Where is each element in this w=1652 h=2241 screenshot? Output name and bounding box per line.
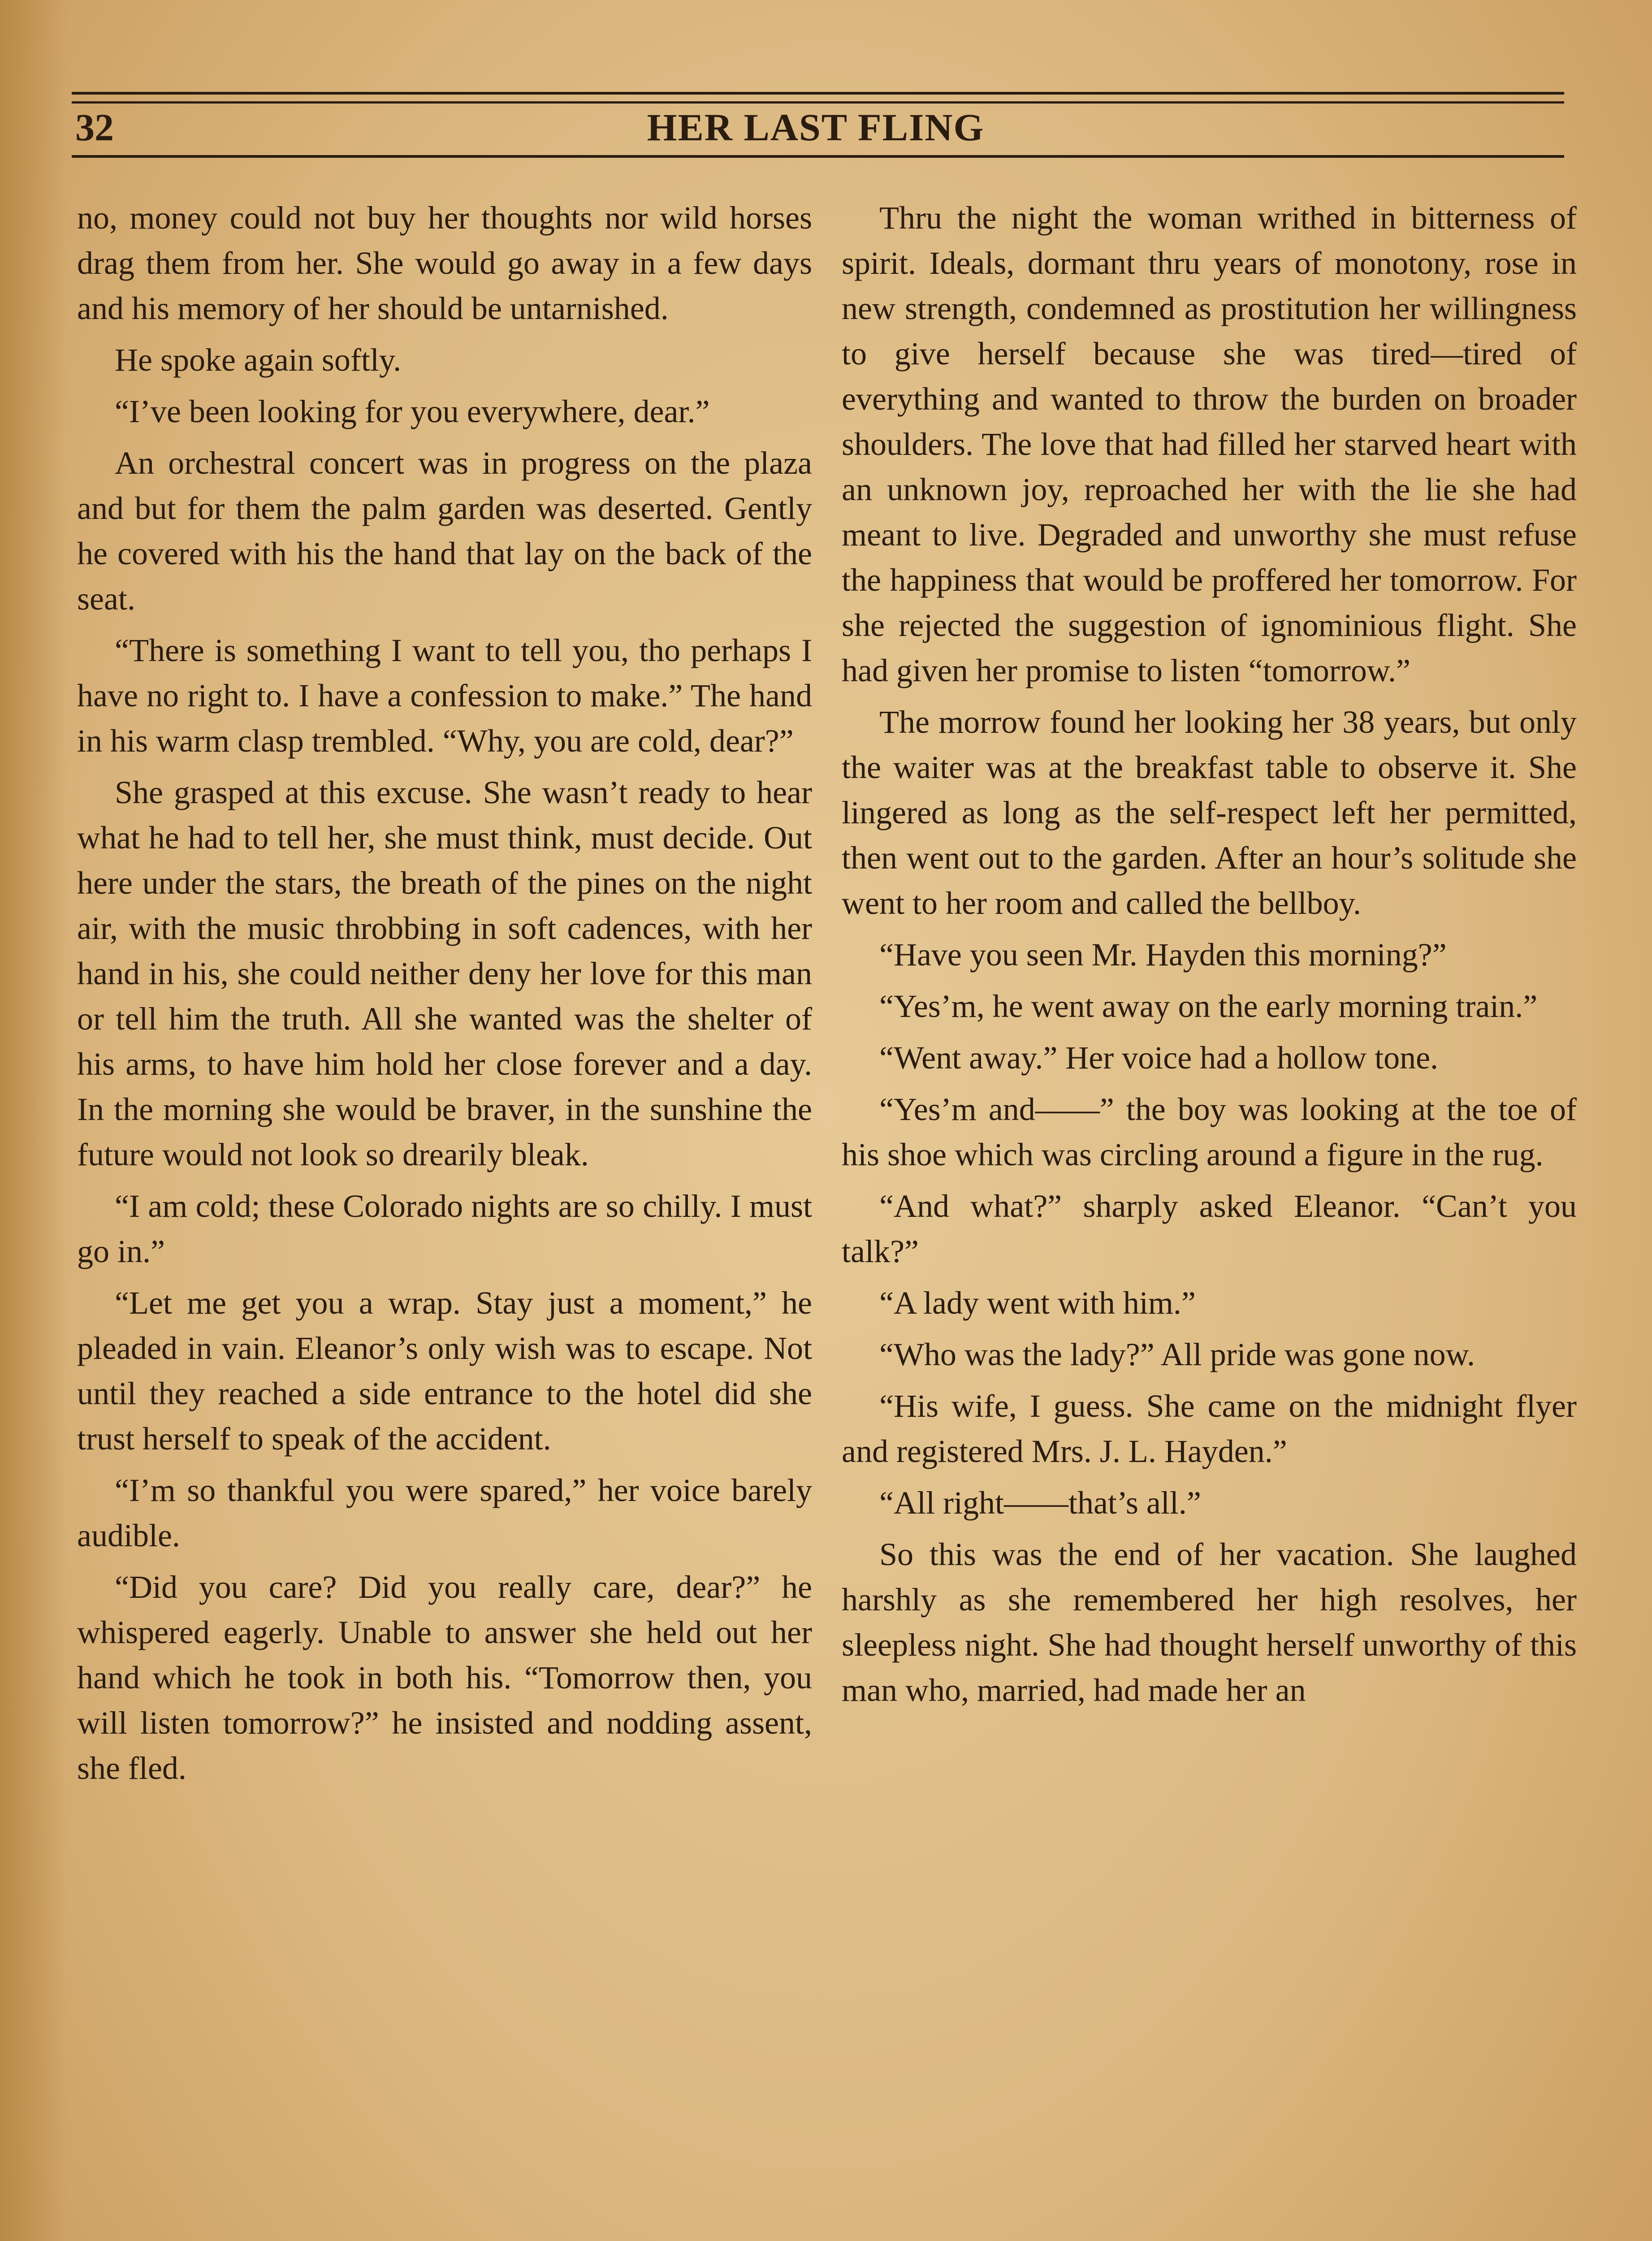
paragraph: An orchestral concert was in progress on the plaza and but for them the palm garden was deserted. Gently he covered with his the hand that lay on the back of the seat.	[77, 445, 812, 617]
text-column-right	[842, 195, 1577, 2241]
page-number: 32	[75, 106, 114, 149]
paragraph: “I am cold; these Colorado nights are so chilly. I must go in.”	[77, 1188, 812, 1269]
header-top-rule	[72, 92, 1564, 95]
paragraph: “Did you care? Did you really care, dear?” he whispered eagerly. Unable to answer she held out her hand which he took in both his. “Tomorrow then, you will listen tomorrow?” he insisted and nodding assent, she fled.	[77, 1569, 812, 1786]
paragraph: “A lady went with him.”	[879, 1285, 1196, 1321]
paragraph: He spoke again softly.	[115, 342, 402, 378]
page-edge-shade	[0, 0, 67, 2241]
header-bottom-rule	[72, 155, 1564, 158]
paragraph: “I’m so thankful you were spared,” her voice barely audible.	[77, 1472, 812, 1553]
paragraph: “I’ve been looking for you everywhere, dear.”	[115, 394, 710, 429]
paragraph: “And what?” sharply asked Eleanor. “Can’t you talk?”	[842, 1188, 1577, 1269]
paragraph: “Yes’m, he went away on the early morning train.”	[879, 988, 1538, 1024]
paragraph: “Let me get you a wrap. Stay just a moment,” he pleaded in vain. Eleanor’s only wish was to escape. Not until they reached a side entrance to the hotel did she trust herself to speak of the accident.	[77, 1285, 812, 1457]
paragraph: “Have you seen Mr. Hayden this morning?”	[879, 937, 1447, 973]
paragraph: “All right——that’s all.”	[879, 1485, 1201, 1521]
text-column-left	[77, 195, 812, 2241]
paragraph: The morrow found her looking her 38 years, but only the waiter was at the breakfast table to observe it. She lingered as long as the self-respect left her permitted, then went out to the garden. After an hour’s solitude she went to her room and called the bellboy.	[842, 704, 1577, 921]
paragraph: no, money could not buy her thoughts nor wild horses drag them from her. She would go away in a few days and his memory of her should be untarnished.	[77, 200, 812, 326]
paragraph: So this was the end of her vacation. She laughed harshly as she remembered her high resolves, her sleepless night. She had thought herself unworthy of this man who, married, had made her an	[842, 1536, 1577, 1708]
paragraph: She grasped at this excuse. She wasn’t ready to hear what he had to tell her, she must think, must decide. Out here under the stars, the breath of the pines on the night air, with the music throbbing in soft cadences, with her hand in his, she could neither deny her love for this man or tell him the truth. All she wanted was the shelter of his arms, to have him hold her close forever and a day. In the morning she would be braver, in the sunshine the future would not look so drearily bleak.	[77, 774, 812, 1172]
paragraph: Thru the night the woman writhed in bitterness of spirit. Ideals, dormant thru years of monotony, rose in new strength, condemned as prostitution her willingness to give herself because she was tired—tired of everything and wanted to throw the burden on broader shoulders. The love that had filled her starved heart with an unknown joy, reproached her with the lie she had meant to live. Degraded and unworthy she must refuse the happiness that would be proffered her tomorrow. For she rejected the suggestion of ignominious flight. She had given her promise to listen “tomorrow.”	[842, 200, 1577, 688]
running-head: HER LAST FLING	[647, 106, 985, 149]
paragraph: “Went away.” Her voice had a hollow tone.	[879, 1040, 1439, 1076]
paragraph: “Who was the lady?” All pride was gone now.	[879, 1337, 1475, 1372]
paragraph: “His wife, I guess. She came on the midnight flyer and registered Mrs. J. L. Hayden.”	[842, 1388, 1577, 1469]
paragraph: “There is something I want to tell you, tho perhaps I have no right to. I have a confession to make.” The hand in his warm clasp trembled. “Why, you are cold, dear?”	[77, 632, 812, 759]
paragraph: “Yes’m and——” the boy was looking at the toe of his shoe which was circling around a figure in the rug.	[842, 1091, 1577, 1172]
